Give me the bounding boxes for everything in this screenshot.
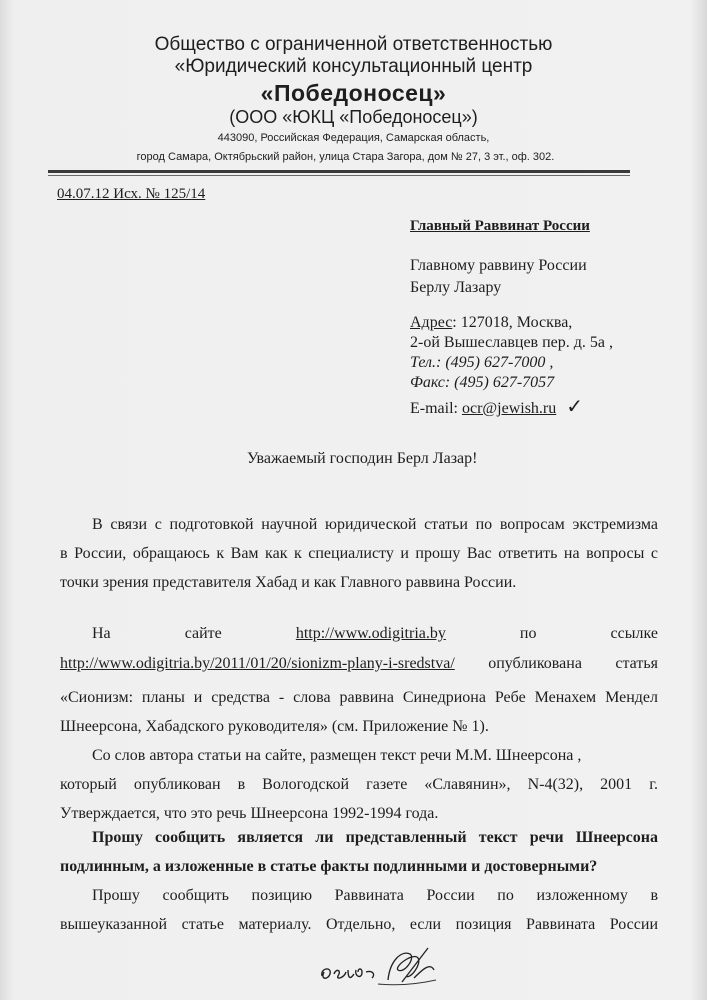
letterhead-rule [48,170,630,173]
recipient-address-line1 [410,314,572,332]
recipient-email-line [410,394,583,418]
recipient-phone: Тел.: (495) 627-7000 , [410,354,554,371]
recipient-fax: Факс: (495) 627-7057 [410,374,555,391]
p2-word-ssylke: ссылке [610,625,658,642]
handwritten-signature [318,940,438,990]
paragraph-1-line2: в России, обращаюсь к Вам как к специалисту и прошу Вас ответить на вопросы с [60,545,658,562]
paragraph-3 [60,741,658,828]
letterhead-rule-thin [48,175,630,176]
paragraph-2-line4: Шнеерсона, Хабадского руководителя» (см. Приложение № 1). [60,718,489,735]
company-short-name: (ООО «ЮКЦ «Победоносец») [229,107,478,127]
paragraph-4-line1: Прошу сообщить является ли представленный текст речи Шнеерсона [92,829,658,846]
recipient-organization: Главный Раввинат России [410,218,590,234]
recipient-address-label: Адрес [410,314,453,331]
article-link[interactable]: http://www.odigitria.by/2011/01/20/sionizm-plany-i-sredstva/ [60,655,455,672]
p2-word-published: опубликована [488,655,582,672]
outgoing-reference: 04.07.12 Исх. № 125/14 [57,186,206,202]
paragraph-3-line2: который опубликован в Вологодской газете «Славянин», N-4(32), 2001 г. [60,776,658,793]
paragraph-2-line2 [60,655,658,673]
paragraph-1-line3: точки зрения представителя Хабад и как Главного раввина России. [60,574,517,591]
p2-word-article: статья [615,655,658,672]
recipient-email-label: E-mail: [410,400,462,417]
paragraph-4-line2: подлинным, а изложенные в статье факты подлинными и достоверными? [60,858,598,875]
recipient-address-line2: 2-ой Вышеславцев пер. д. 5а , [410,334,613,351]
paragraph-1-line1: В связи с подготовкой научной юридической статьи по вопросам экстремизма [92,516,658,533]
recipient-address-value: : 127018, Москва, [452,314,573,331]
paragraph-1 [60,510,658,597]
paragraph-2-line3: «Сионизм: планы и средства - слова раввина Синедриона Ребе Менахем Мендел [60,689,658,706]
company-name-line3: «Победоносец» [260,80,447,106]
salutation: Уважаемый господин Берл Лазар! [247,450,478,467]
checkmark-icon: ✓ [566,394,584,418]
p2-word-saite: сайте [184,625,222,642]
paragraph-5-line1: Прошу сообщить позицию Раввината России по изложенному в [92,887,658,904]
recipient-email-link[interactable]: ocr@jewish.ru [461,400,557,417]
paragraph-2-tail [60,683,658,741]
recipient-to-line2: Берлу Лазару [410,279,502,296]
p2-word-na: На [92,625,111,642]
recipient-to-line1: Главному раввину России [410,257,587,274]
paragraph-3-line1: Со слов автора статьи на сайте, размещен текст речи М.М. Шнеерсона , [92,747,582,764]
company-name-line2: «Юридический консультационный центр [174,56,533,77]
paragraph-4 [60,823,658,881]
company-address-line1: 443090, Российская Федерация, Самарская область, [217,132,490,144]
paragraph-5 [60,881,658,939]
company-address-line2: город Самара, Октябрьский район, улица Стара Загора, дом № 27, 3 эт., оф. 302. [136,151,555,163]
paragraph-2-line1 [60,625,658,643]
company-name-line1: Общество с ограниченной ответственностью [154,34,553,55]
paragraph-5-line2: вышеуказанной статье материалу. Отдельно, если позиция Раввината России [60,916,658,933]
p2-word-po: по [519,625,537,642]
paragraph-3-line3: Утверждается, что это речь Шнеерсона 1992-1994 года. [60,805,439,822]
site-link[interactable]: http://www.odigitria.by [295,625,446,642]
